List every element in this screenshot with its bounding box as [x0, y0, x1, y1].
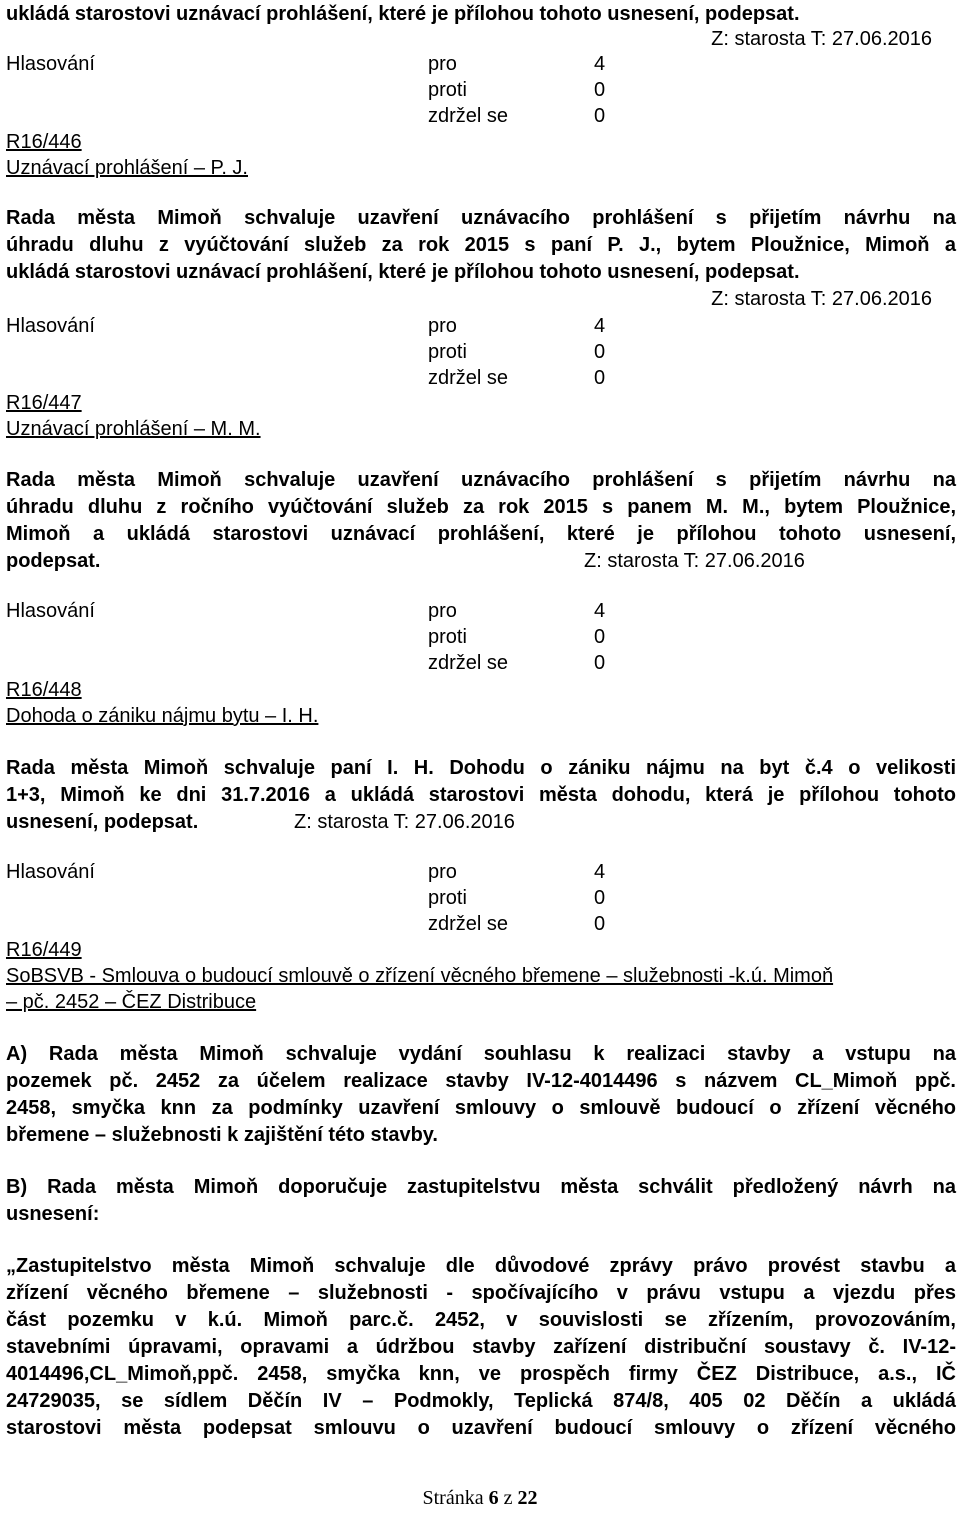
resolution-code: R16/446	[6, 131, 82, 153]
text-line: stavebními úpravami, opravami a údržbou stavby zařízení distribuční soustavy č. IV-12-	[6, 1336, 956, 1358]
text-line: Rada města Mimoň schvaluje uzavření uznávacího prohlášení s přijetím návrhu na	[6, 207, 956, 229]
text-line: Rada města Mimoň schvaluje uzavření uznávacího prohlášení s přijetím návrhu na	[6, 469, 956, 491]
text-line: usnesení:	[6, 1203, 100, 1225]
text-line: zřízení věcného břemene – služebnosti - spočívajícího v právu vstupu a vjezdu přes	[6, 1282, 956, 1304]
vote-proti-value: 0	[594, 79, 606, 101]
vote-zdrzel-value: 0	[594, 105, 606, 127]
vote-zdrzel-label: zdržel se	[428, 105, 509, 127]
vote-zdrzel-label: zdržel se	[428, 652, 509, 674]
text-line: usnesení, podepsat.	[6, 811, 199, 833]
resolution-code: R16/449	[6, 939, 82, 961]
vote-proti-value: 0	[594, 626, 606, 648]
footer-separator: z	[503, 1487, 513, 1509]
vote-label: Hlasování	[6, 53, 95, 75]
vote-proti-label: proti	[428, 626, 467, 648]
resolution-code: R16/448	[6, 679, 82, 701]
resolution-title: SoBSVB - Smlouva o budoucí smlouvě o zřízení věcného břemene – služebnosti -k.ú. Mimoň	[6, 965, 834, 987]
vote-proti-label: proti	[428, 79, 467, 101]
text-line: Mimoň a ukládá starostovi uznávací prohlášení, které je přílohou tohoto usnesení,	[6, 523, 956, 545]
vote-zdrzel-label: zdržel se	[428, 367, 509, 389]
text-line: B) Rada města Mimoň doporučuje zastupitelstvu města schválit předložený návrh na	[6, 1176, 956, 1198]
resolution-title: – pč. 2452 – ČEZ Distribuce	[6, 991, 257, 1013]
vote-pro-value: 4	[594, 315, 606, 337]
text-line: úhradu dluhu z vyúčtování služeb za rok 2015 s paní P. J., bytem Ploužnice, Mimoň a	[6, 234, 956, 256]
text-line: břemene – služebnosti k zajištění této stavby.	[6, 1124, 438, 1146]
text-line: A) Rada města Mimoň schvaluje vydání souhlasu k realizaci stavby a vstupu na	[6, 1043, 956, 1065]
vote-zdrzel-value: 0	[594, 367, 606, 389]
due-note: Z: starosta T: 27.06.2016	[584, 550, 805, 572]
vote-pro-label: pro	[428, 315, 457, 337]
page-footer	[0, 1486, 960, 1510]
vote-pro-label: pro	[428, 600, 457, 622]
text-line: 1+3, Mimoň ke dni 31.7.2016 a ukládá starostovi města dohodu, která je přílohou tohoto	[6, 784, 956, 806]
vote-proti-label: proti	[428, 887, 467, 909]
text-line: starostovi města podepsat smlouvu o uzavření budoucí smlouvy o zřízení věcného	[6, 1417, 956, 1439]
vote-label: Hlasování	[6, 861, 95, 883]
due-note: Z: starosta T: 27.06.2016	[294, 811, 515, 833]
text-line: úhradu dluhu z ročního vyúčtování služeb za rok 2015 s panem M. M., bytem Ploužnice,	[6, 496, 956, 518]
vote-pro-label: pro	[428, 861, 457, 883]
vote-zdrzel-value: 0	[594, 913, 606, 935]
text-line: 2458, smyčka knn za podmínky uzavření smlouvy o smlouvě budoucí o zřízení věcného	[6, 1097, 956, 1119]
vote-proti-label: proti	[428, 341, 467, 363]
resolution-title: Uznávací prohlášení – M. M.	[6, 418, 261, 440]
vote-pro-value: 4	[594, 600, 606, 622]
footer-prefix: Stránka	[422, 1487, 484, 1509]
text-line: pozemek pč. 2452 za účelem realizace stavby IV-12-4014496 s názvem CL_Mimoň ppč.	[6, 1070, 956, 1092]
resolution-title: Dohoda o zániku nájmu bytu – I. H.	[6, 705, 319, 727]
vote-proti-value: 0	[594, 887, 606, 909]
vote-zdrzel-value: 0	[594, 652, 606, 674]
due-note: Z: starosta T: 27.06.2016	[711, 288, 932, 310]
text-line: ukládá starostovi uznávací prohlášení, které je přílohou tohoto usnesení, podepsat.	[6, 3, 800, 25]
resolution-code: R16/447	[6, 392, 82, 414]
resolution-title: Uznávací prohlášení – P. J.	[6, 157, 248, 179]
footer-page-total: 22	[517, 1487, 538, 1509]
vote-label: Hlasování	[6, 600, 95, 622]
text-line: ukládá starostovi uznávací prohlášení, které je přílohou tohoto usnesení, podepsat.	[6, 261, 800, 283]
text-line: Rada města Mimoň schvaluje paní I. H. Dohodu o zániku nájmu na byt č.4 o velikosti	[6, 757, 956, 779]
text-line: 4014496,CL_Mimoň,ppč. 2458, smyčka knn, ve prospěch firmy ČEZ Distribuce, a.s., IČ	[6, 1363, 956, 1385]
text-line: „Zastupitelstvo města Mimoň schvaluje dle důvodové zprávy právo provést stavbu a	[6, 1255, 956, 1277]
vote-pro-value: 4	[594, 861, 606, 883]
vote-proti-value: 0	[594, 341, 606, 363]
text-line: 24729035, se sídlem Děčín IV – Podmokly, Teplická 874/8, 405 02 Děčín a ukládá	[6, 1390, 956, 1412]
vote-zdrzel-label: zdržel se	[428, 913, 509, 935]
due-note: Z: starosta T: 27.06.2016	[711, 28, 932, 50]
vote-pro-label: pro	[428, 53, 457, 75]
vote-label: Hlasování	[6, 315, 95, 337]
vote-pro-value: 4	[594, 53, 606, 75]
text-line: část pozemku v k.ú. Mimoň parc.č. 2452, v souvislosti se zřízením, provozováním,	[6, 1309, 956, 1331]
text-line: podepsat.	[6, 550, 101, 572]
footer-page-number: 6	[488, 1487, 499, 1509]
